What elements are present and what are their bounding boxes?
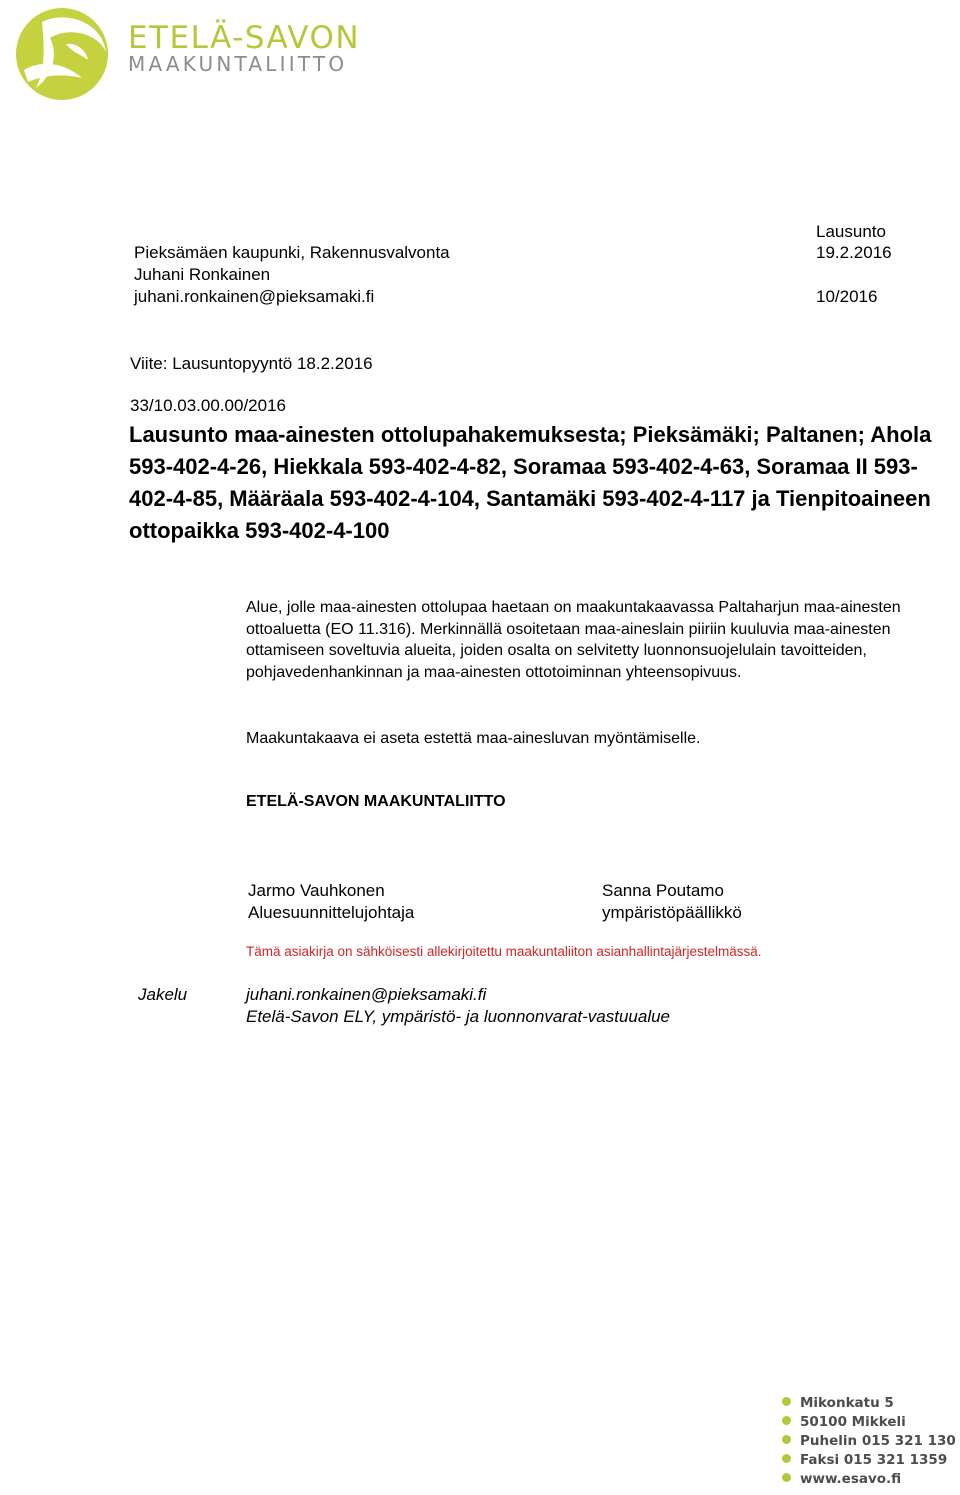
signer-2-title: ympäristöpäällikkö	[602, 903, 742, 922]
reference-request: Viite: Lausuntopyyntö 18.2.2016	[130, 354, 373, 373]
document-subject: Lausunto maa-ainesten ottolupahakemuksesta; Pieksämäki; Paltanen; Ahola 593-402-4-26, Hiekkala 593-402-4-82, Soramaa 593-402-4-63, Soramaa II 593-402-4-85, Määräala 593-402-4-104, Santamäki 593-402-4-117 ja Tienpitoaineen ottopaikka 593-402-4-100	[129, 422, 932, 543]
logo-subname: MAAKUNTALIITTO	[128, 52, 348, 76]
bullet-icon	[782, 1397, 791, 1406]
recipient-person: Juhani Ronkainen	[134, 265, 271, 284]
contact-phone: Puhelin 015 321 130	[782, 1433, 956, 1449]
contact-website: www.esavo.fi	[782, 1471, 901, 1487]
recipient-email: juhani.ronkainen@pieksamaki.fi	[134, 287, 375, 306]
signer-1-title: Aluesuunnittelujohtaja	[248, 903, 415, 922]
contact-address: Mikonkatu 5	[782, 1395, 894, 1411]
logo-name: ETELÄ-SAVON	[128, 20, 361, 56]
recipient-organization: Pieksämäen kaupunki, Rakennusvalvonta	[134, 243, 450, 262]
distribution-label: Jakelu	[138, 985, 188, 1004]
distribution-recipient-1: juhani.ronkainen@pieksamaki.fi	[246, 985, 487, 1004]
organization-logo	[6, 4, 122, 104]
bullet-icon	[782, 1473, 791, 1482]
contact-postcode: 50100 Mikkeli	[782, 1414, 906, 1430]
reference-number: 33/10.03.00.00/2016	[130, 396, 286, 415]
body-paragraph-2: Maakuntakaava ei aseta estettä maa-ainesluvan myöntämiselle.	[246, 730, 701, 747]
organization-signature: ETELÄ-SAVON MAAKUNTALIITTO	[246, 793, 506, 810]
electronic-signature-notice: Tämä asiakirja on sähköisesti allekirjoitettu maakuntaliiton asianhallintajärjestelmässä.	[246, 944, 762, 959]
document-type: Lausunto	[816, 222, 886, 241]
distribution-recipient-2: Etelä-Savon ELY, ympäristö- ja luonnonvarat-vastuualue	[246, 1007, 671, 1026]
bullet-icon	[782, 1454, 791, 1463]
signer-2-name: Sanna Poutamo	[602, 881, 724, 900]
contact-fax: Faksi 015 321 1359	[782, 1452, 947, 1468]
document-number: 10/2016	[816, 287, 878, 306]
body-paragraph-1: Alue, jolle maa-ainesten ottolupaa haetaan on maakuntakaavassa Paltaharjun maa-ainesten ottoaluetta (EO 11.316). Merkinnällä osoitetaan maa-aineslain piiriin kuuluvia maa-ainesten ottamiseen soveltuvia alueita, joiden osalta on selvitetty luonnonsuojelulain tavoitteiden, pohjavedenhankinnan ja maa-ainesten ottotoiminnan yhteensopivuus.	[246, 599, 901, 681]
bullet-icon	[782, 1416, 791, 1425]
document-date: 19.2.2016	[816, 243, 892, 262]
bullet-icon	[782, 1435, 791, 1444]
signer-1-name: Jarmo Vauhkonen	[248, 881, 385, 900]
